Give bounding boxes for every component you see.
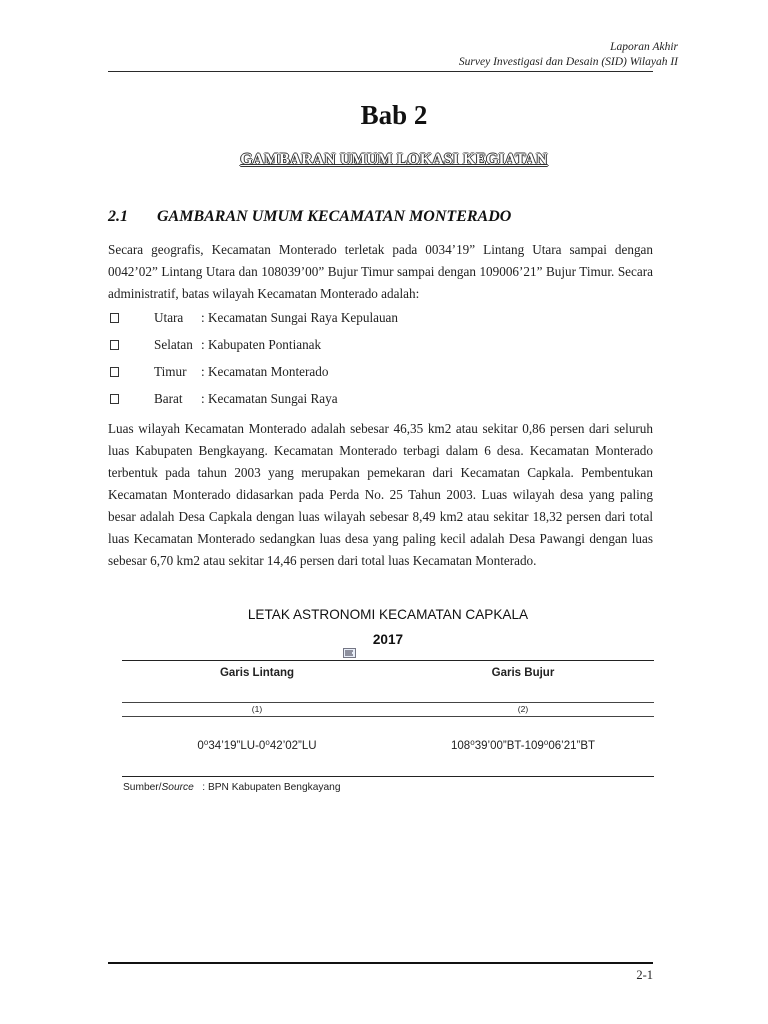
border-direction: Selatan [154,337,193,352]
bullet-box-icon [110,340,119,350]
page-number: 2-1 [636,968,653,982]
table-subheader-rule [122,716,654,717]
header-rule [108,71,653,72]
footer-rule [108,962,653,964]
list-item [108,334,653,361]
bullet-box-icon [110,313,119,323]
column-header-longitude: Garis Bujur [491,667,555,679]
border-direction: Timur [154,364,187,379]
border-direction: Utara [154,310,184,325]
bullet-box-icon [110,394,119,404]
table-top-rule [122,660,654,661]
border-value: : Kecamatan Monterado [201,364,329,379]
running-header [459,40,678,70]
section-heading [108,208,511,226]
table-year: 2017 [372,632,404,647]
section-title: GAMBARAN UMUM KECAMATAN MONTERADO [157,208,512,225]
list-item [108,307,653,334]
latitude-value: 0⁰34’19”LU-0⁰42’02”LU [197,740,317,752]
table-title: LETAK ASTRONOMI KECAMATAN CAPKALA [247,607,529,622]
border-value: : Kabupaten Pontianak [201,337,322,352]
section-number: 2.1 [108,208,128,225]
column-header-latitude: Garis Lintang [219,667,295,679]
column-number-2: (2) [517,704,529,714]
embedded-object-icon [343,648,356,658]
chapter-title: Bab 2 [360,100,428,130]
list-item [108,388,653,415]
table-bottom-rule [122,776,654,777]
border-list [108,307,653,415]
source-label-italic: Source [161,782,194,793]
chapter-subtitle: GAMBARAN UMUM LOKASI KEGIATAN [240,151,548,168]
bullet-box-icon [110,367,119,377]
border-value: : Kecamatan Sungai Raya [201,391,338,406]
border-value: : Kecamatan Sungai Raya Kepulauan [201,310,399,325]
table-source [123,782,341,793]
list-item [108,361,653,388]
source-label: Sumber/ [123,782,162,793]
border-direction: Barat [154,391,183,406]
paragraph-geography: Secara geografis, Kecamatan Monterado terletak pada 0034’19” Lintang Utara sampai dengan 0042’02” Lintang Utara dan 108039’00” Bujur Timur sampai dengan 109006’21” Bujur Timur. Secara administratif, batas wilayah Kecamatan Monterado adalah: [108,242,653,301]
header-report-type: Laporan Akhir [610,41,678,53]
source-value: : BPN Kabupaten Bengkayang [193,782,341,793]
column-number-1: (1) [251,704,263,714]
table-header-rule [122,702,654,703]
longitude-value: 108⁰39’00”BT-109⁰06’21”BT [450,740,596,752]
paragraph-area: Luas wilayah Kecamatan Monterado adalah sebesar 46,35 km2 atau sekitar 0,86 persen dari seluruh luas Kabupaten Bengkayang. Kecamatan Monterado terbagi dalam 6 desa. Kecamatan Monterado terbentuk pada tahun 2003 yang merupakan pemekaran dari Kecamatan Capkala. Pembentukan Kecamatan Monterado didasarkan pada Perda No. 25 Tahun 2003. Luas wilayah desa yang paling besar adalah Desa Capkala dengan luas wilayah sebesar 8,49 km2 atau sekitar 18,32 persen dari total luas Kecamatan Monterado sedangkan luas desa yang paling kecil adalah Desa Pawangi dengan luas sebesar 6,70 km2 atau sekitar 14,46 persen dari total luas Kecamatan Monterado. [108,421,653,568]
header-project-name: Survey Investigasi dan Desain (SID) Wilayah II [458,56,678,68]
